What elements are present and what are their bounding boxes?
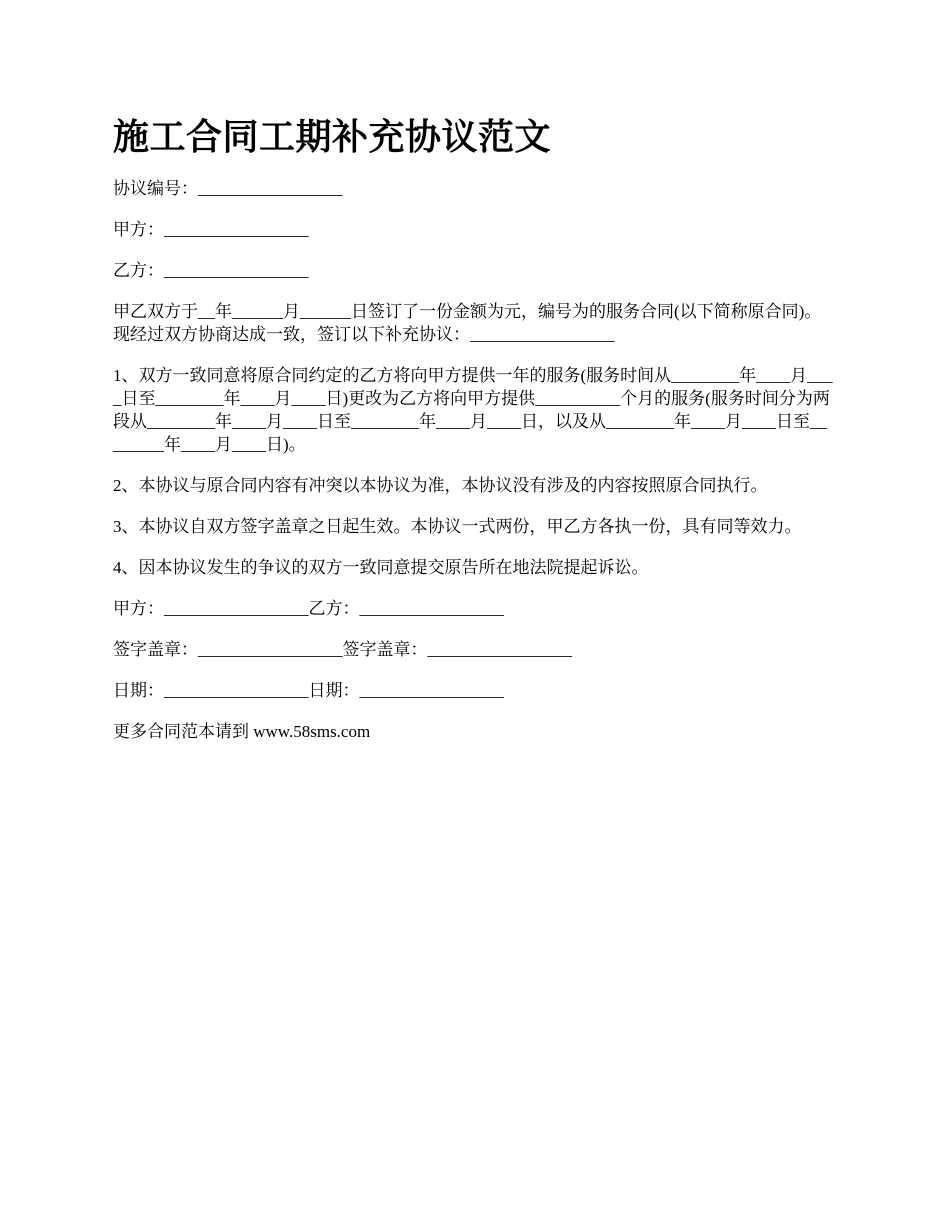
signature-dates: 日期：_________________日期：_________________ [113,681,504,700]
clause-3: 3、本协议自双方签字盖章之日起生效。本协议一式两份，甲乙方各执一份，具有同等效力。 [113,517,802,536]
party-a: 甲方：_________________ [113,220,309,239]
agreement-number: 协议编号：_________________ [113,179,343,198]
signature-seals: 签字盖章：_________________签字盖章：_________________ [113,640,572,659]
party-b: 乙方：_________________ [113,261,309,280]
preamble-paragraph: 甲乙双方于__年______月______日签订了一份金额为元，编号为的服务合同(以下简称原合同)。现经过双方协商达成一致，签订以下补充协议：_________________ [113,302,822,344]
clause-1: 1、双方一致同意将原合同约定的乙方将向甲方提供一年的服务(服务时间从________年____月____日至________年____月____日)更改为乙方将向甲方提供__________个月的服务(服务时间分为两段从________年____月____日至________年____月____日，以及从________年____月____日至________年____月____日)。 [113,366,833,454]
document-title: 施工合同工期补充协议范文 [113,117,552,157]
document-page [113,112,833,761]
signature-parties: 甲方：_________________乙方：_________________ [113,599,504,618]
clause-4: 4、因本协议发生的争议的双方一致同意提交原告所在地法院提起诉讼。 [113,558,649,577]
footer-link-text: 更多合同范本请到 www.58sms.com [113,722,371,741]
clause-2: 2、本协议与原合同内容有冲突以本协议为准，本协议没有涉及的内容按照原合同执行。 [113,476,768,495]
